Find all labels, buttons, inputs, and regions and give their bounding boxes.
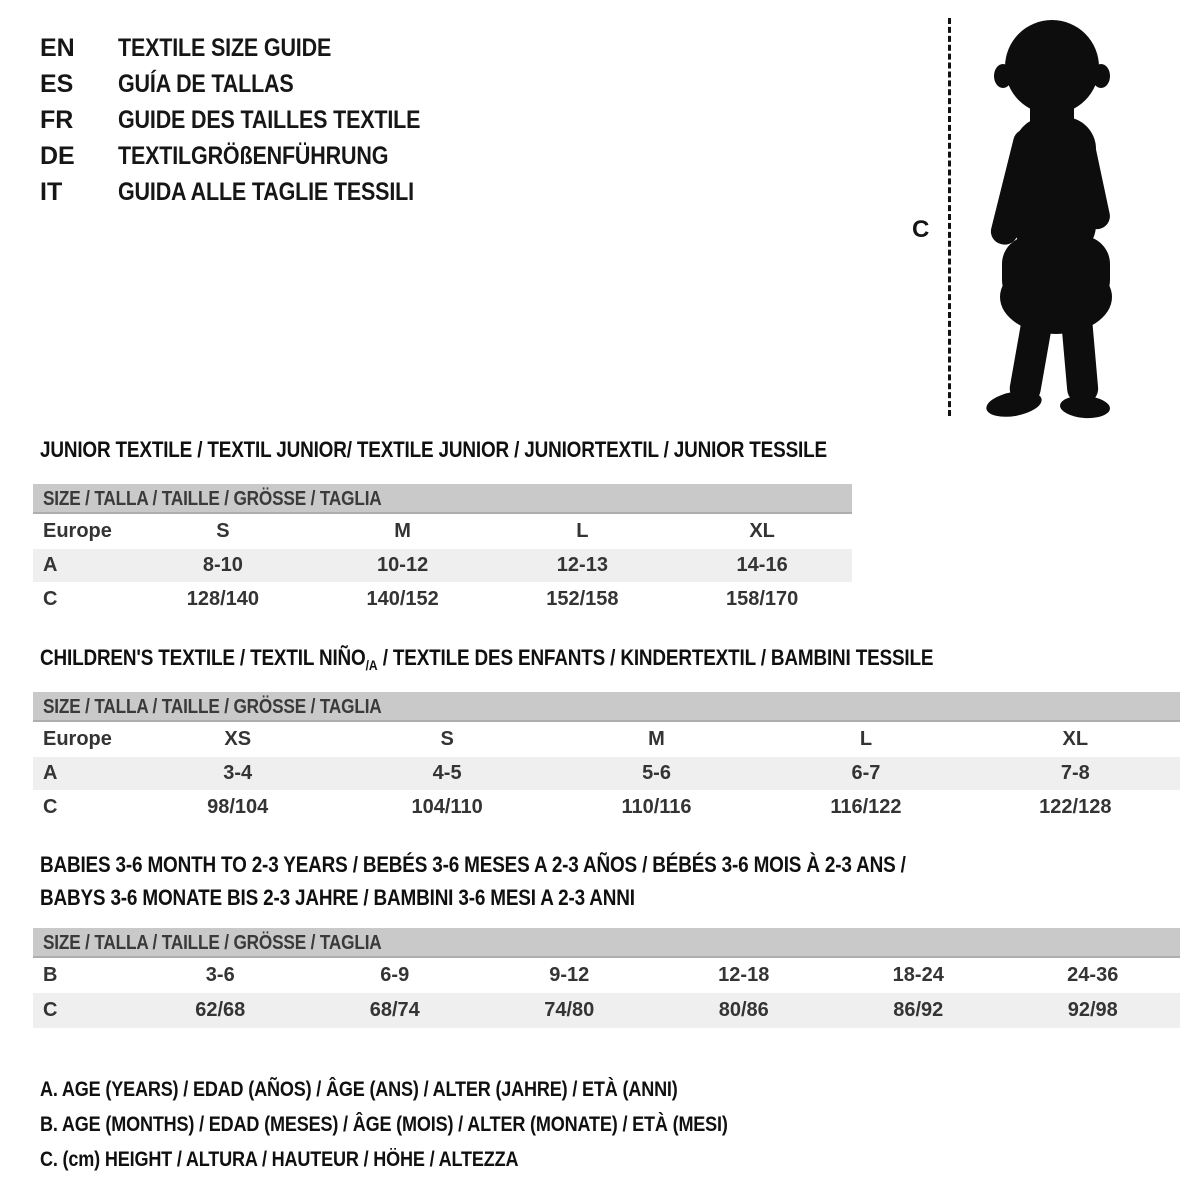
column-header-region: Europe xyxy=(43,520,112,542)
children-title-pre: CHILDREN'S TEXTILE / TEXTIL NIÑO xyxy=(40,645,366,670)
size-header-text: SIZE / TALLA / TAILLE / GRÖSSE / TAGLIA xyxy=(43,488,382,510)
height-measure-dashed-line xyxy=(948,18,951,416)
row-label: B xyxy=(43,964,58,986)
column-header-size: S xyxy=(216,520,230,542)
column-header-size: L xyxy=(576,520,589,542)
height-figure xyxy=(900,0,1200,440)
lang-title: GUIDE DES TAILLES TEXTILE xyxy=(118,106,421,134)
column-header-size: XL xyxy=(749,520,775,542)
size-header-text: SIZE / TALLA / TAILLE / GRÖSSE / TAGLIA xyxy=(43,932,382,954)
lang-row-it xyxy=(40,174,470,210)
legend-line-b-text: B. AGE (MONTHS) / EDAD (MESES) / ÂGE (MOIS) / ALTER (MONATE) / ETÀ (MESI) xyxy=(40,1113,728,1136)
height-value: 74/80 xyxy=(544,999,595,1021)
lang-title: TEXTILGRÖßENFÜHRUNG xyxy=(118,142,389,170)
height-value: 122/128 xyxy=(1039,796,1112,818)
age-value: 10-12 xyxy=(377,554,429,576)
table-row-height xyxy=(33,790,1180,825)
legend-line-c-text: C. (cm) HEIGHT / ALTURA / HAUTEUR / HÖHE / ALTEZZA xyxy=(40,1148,519,1171)
height-value: 128/140 xyxy=(186,588,260,610)
babies-section-title xyxy=(40,848,1047,914)
size-header-bar xyxy=(33,484,852,514)
height-measure-label: C xyxy=(912,216,930,243)
height-value: 158/170 xyxy=(725,588,799,610)
age-value: 12-13 xyxy=(556,554,608,576)
lang-title: TEXTILE SIZE GUIDE xyxy=(118,34,332,62)
age-value: 7-8 xyxy=(1060,762,1090,784)
age-value: 8-10 xyxy=(202,554,243,576)
age-value: 3-4 xyxy=(223,762,253,784)
lang-code: ES xyxy=(40,70,74,98)
table-row-height xyxy=(33,582,852,617)
row-label: C xyxy=(43,796,58,818)
legend-line-a-text: A. AGE (YEARS) / EDAD (AÑOS) / ÂGE (ANS) / ALTER (JAHRE) / ETÀ (ANNI) xyxy=(40,1078,678,1101)
lang-title: GUIDA ALLE TAGLIE TESSILI xyxy=(118,178,414,206)
table-row-columns xyxy=(33,722,1180,757)
column-header-size: XL xyxy=(1062,728,1089,750)
column-header-size: M xyxy=(648,728,665,750)
height-value: 140/152 xyxy=(366,588,439,610)
size-header-text: SIZE / TALLA / TAILLE / GRÖSSE / TAGLIA xyxy=(43,696,382,718)
children-title-sub: /A xyxy=(365,657,378,673)
row-label: C xyxy=(43,588,58,610)
lang-title: GUÍA DE TALLAS xyxy=(118,70,294,98)
column-header-region: Europe xyxy=(43,728,112,750)
height-value: 92/98 xyxy=(1067,999,1118,1021)
language-header xyxy=(40,30,470,210)
junior-size-table xyxy=(33,484,852,617)
row-label: A xyxy=(43,554,58,576)
age-months-value: 18-24 xyxy=(892,964,944,986)
lang-row-en xyxy=(40,30,470,66)
row-label: C xyxy=(43,999,58,1021)
size-header-bar xyxy=(33,692,1180,722)
table-row-age xyxy=(33,549,852,582)
height-value: 68/74 xyxy=(369,999,420,1021)
height-value: 80/86 xyxy=(718,999,769,1021)
height-value: 116/122 xyxy=(830,796,902,818)
lang-code: IT xyxy=(40,178,63,206)
table-row-age xyxy=(33,757,1180,790)
column-header-size: XS xyxy=(224,728,252,750)
legend xyxy=(40,1072,840,1177)
table-row-columns xyxy=(33,514,852,549)
column-header-size: L xyxy=(859,728,873,750)
lang-row-es xyxy=(40,66,470,102)
height-value: 152/158 xyxy=(546,588,619,610)
height-value: 98/104 xyxy=(207,796,269,818)
age-months-value: 6-9 xyxy=(380,964,410,986)
legend-line-c xyxy=(40,1142,840,1177)
children-section-title xyxy=(40,645,1079,673)
children-section-title-text xyxy=(40,645,933,673)
lang-code: DE xyxy=(40,142,75,170)
babies-title-line1: BABIES 3-6 MONTH TO 2-3 YEARS / BEBÉS 3-6 MESES A 2-3 AÑOS / BÉBÉS 3-6 MOIS À 2-3 ANS / xyxy=(40,852,906,877)
junior-section-title-text: JUNIOR TEXTILE / TEXTIL JUNIOR/ TEXTILE JUNIOR / JUNIORTEXTIL / JUNIOR TESSILE xyxy=(40,437,827,462)
age-value: 14-16 xyxy=(736,554,788,576)
column-header-size: S xyxy=(440,728,454,750)
row-label: A xyxy=(43,762,58,784)
toddler-silhouette-icon xyxy=(964,14,1136,420)
table-row-height xyxy=(33,993,1180,1028)
height-value: 104/110 xyxy=(411,796,483,818)
children-size-table xyxy=(33,692,1180,825)
legend-line-b xyxy=(40,1107,840,1142)
age-value: 4-5 xyxy=(432,762,462,784)
lang-code: FR xyxy=(40,106,74,134)
legend-line-a xyxy=(40,1072,840,1107)
lang-row-fr xyxy=(40,102,470,138)
age-value: 6-7 xyxy=(851,762,881,784)
junior-section-title xyxy=(40,437,955,463)
size-header-bar xyxy=(33,928,1180,958)
height-value: 86/92 xyxy=(893,999,944,1021)
height-value: 110/116 xyxy=(621,796,692,818)
age-value: 5-6 xyxy=(642,762,671,784)
age-months-value: 24-36 xyxy=(1067,964,1119,986)
age-months-value: 3-6 xyxy=(205,964,235,986)
children-title-post: / TEXTILE DES ENFANTS / KINDERTEXTIL / BAMBINI TESSILE xyxy=(377,645,934,670)
babies-size-table xyxy=(33,928,1180,1028)
lang-row-de xyxy=(40,138,470,174)
height-value: 62/68 xyxy=(195,999,246,1021)
age-months-value: 9-12 xyxy=(549,964,590,986)
lang-code: EN xyxy=(40,34,75,62)
table-row-age-months xyxy=(33,958,1180,993)
babies-title-line2: BABYS 3-6 MONATE BIS 2-3 JAHRE / BAMBINI 3-6 MESI A 2-3 ANNI xyxy=(40,885,635,910)
age-months-value: 12-18 xyxy=(718,964,770,986)
column-header-size: M xyxy=(394,520,411,542)
